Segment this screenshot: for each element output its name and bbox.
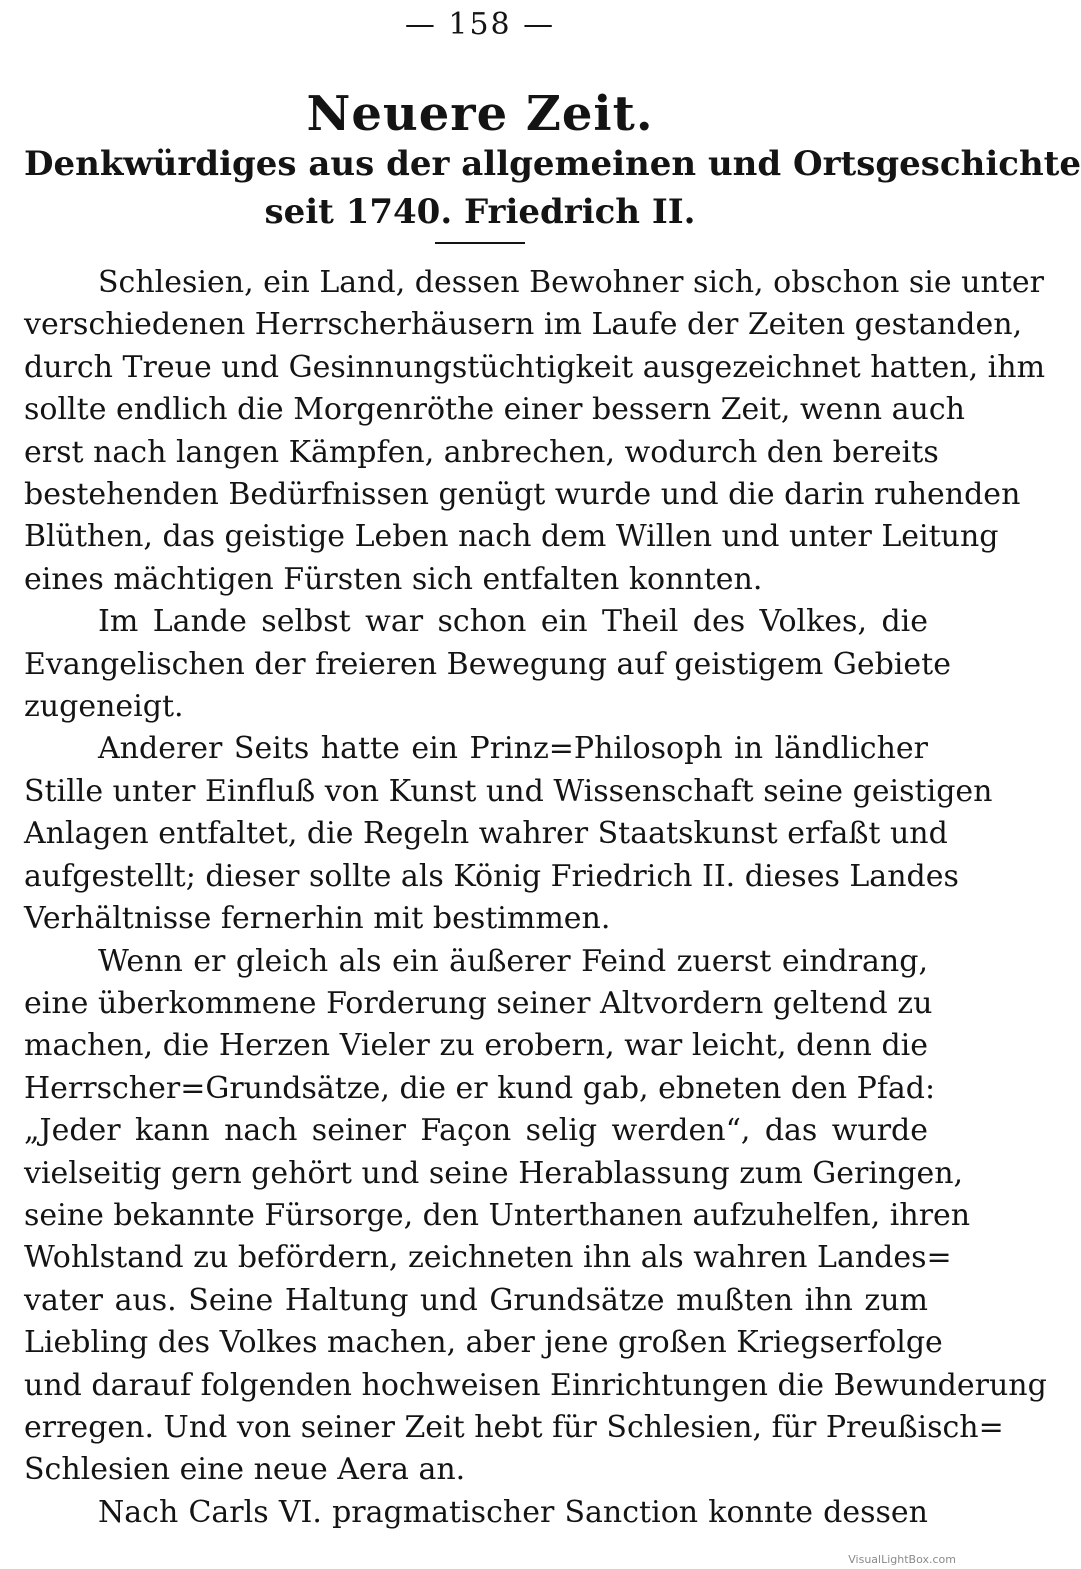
paragraph-1 — [24, 262, 1046, 601]
title-divider — [435, 242, 525, 244]
subtitle-line-1: Denkwürdiges aus der allgemeinen und Ortsgeschichte — [24, 144, 1081, 184]
text-line: sollte endlich die Morgenröthe einer bessern Zeit, wenn auch — [24, 392, 965, 428]
chapter-subtitle — [24, 140, 1081, 236]
text-line: erregen. Und von seiner Zeit hebt für Schlesien, für Preußisch= — [24, 1409, 1004, 1445]
text-line: Schlesien, ein Land, dessen Bewohner sich, obschon sie unter — [98, 265, 1044, 300]
text-line: Wenn er gleich als ein äußerer Feind zuerst eindrang, — [98, 943, 928, 979]
text-line: Wohlstand zu befördern, zeichneten ihn als wahren Landes= — [24, 1240, 952, 1276]
text-line: zugeneigt. — [24, 689, 184, 725]
paragraph-4 — [24, 941, 1047, 1492]
text-line: Evangelischen der freieren Bewegung auf geistigem Gebiete — [24, 646, 951, 682]
text-line: bestehenden Bedürfnissen genügt wurde und die darin ruhenden — [24, 477, 1021, 513]
text-line: Nach Carls VI. pragmatischer Sanction konnte dessen — [98, 1494, 928, 1530]
text-line: Herrscher=Grundsätze, die er kund gab, ebneten den Pfad: — [24, 1070, 936, 1106]
subtitle-line-2: seit 1740. Friedrich II. — [264, 192, 696, 232]
text-line: eine überkommene Forderung seiner Altvordern geltend zu — [24, 985, 933, 1021]
text-line: Schlesien eine neue Aera an. — [24, 1452, 466, 1488]
text-line: durch Treue und Gesinnungstüchtigkeit ausgezeichnet hatten, ihm — [24, 349, 1046, 385]
text-line: Im Lande selbst war schon ein Theil des Volkes, die — [98, 604, 928, 640]
text-line: Anlagen entfaltet, die Regeln wahrer Staatskunst erfaßt und — [24, 816, 948, 852]
text-line: Verhältnisse fernerhin mit bestimmen. — [24, 901, 611, 937]
text-line: eines mächtigen Fürsten sich entfalten konnten. — [24, 561, 763, 597]
text-line: machen, die Herzen Vieler zu erobern, war leicht, denn die — [24, 1028, 928, 1064]
text-line: „Jeder kann nach seiner Façon selig werden“, das wurde — [24, 1113, 928, 1149]
text-line: seine bekannte Fürsorge, den Unterthanen aufzuhelfen, ihren — [24, 1197, 971, 1233]
text-line: verschiedenen Herrscherhäusern im Laufe der Zeiten gestanden, — [24, 307, 1023, 343]
text-line: und darauf folgenden hochweisen Einrichtungen die Bewunderung — [24, 1367, 1047, 1403]
text-line: erst nach langen Kämpfen, anbrechen, wodurch den bereits — [24, 434, 939, 470]
paragraph-3 — [24, 728, 993, 940]
text-line: Anderer Seits hatte ein Prinz=Philosoph in ländlicher — [98, 731, 928, 767]
watermark: VisualLightBox.com — [848, 1553, 956, 1566]
body-text — [24, 262, 1047, 1534]
paragraph-5 — [24, 1492, 928, 1534]
text-line: aufgestellt; dieser sollte als König Friedrich II. dieses Landes — [24, 858, 959, 894]
text-line: Stille unter Einfluß von Kunst und Wissenschaft seine geistigen — [24, 773, 993, 809]
chapter-title: Neuere Zeit. — [306, 86, 654, 142]
text-line: vater aus. Seine Haltung und Grundsätze mußten ihn zum — [24, 1282, 928, 1318]
text-line: Liebling des Volkes machen, aber jene großen Kriegserfolge — [24, 1325, 943, 1361]
text-line: vielseitig gern gehört und seine Herablassung zum Geringen, — [24, 1155, 964, 1191]
page-number: — 158 — — [404, 7, 556, 42]
text-line: Blüthen, das geistige Leben nach dem Willen und unter Leitung — [24, 519, 999, 555]
paragraph-2 — [24, 601, 951, 728]
